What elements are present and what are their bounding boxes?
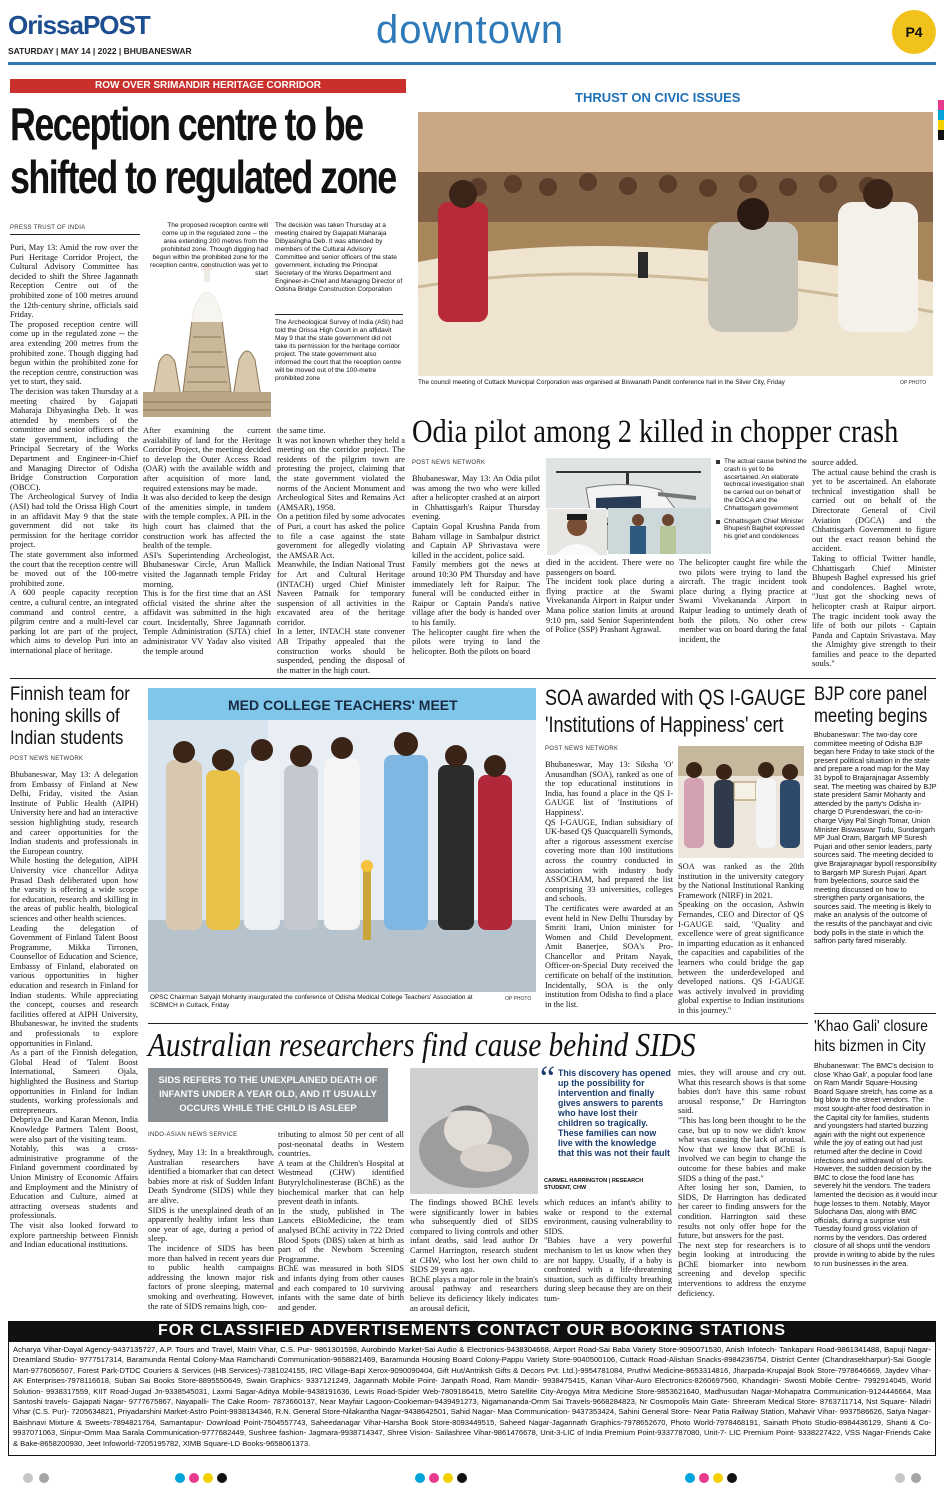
pilot-col3: The helicopter caught fire while the two pilots were trying to land the aircraft. The tragic incident took place during a flying practice at Swami Vivekananda Airport in Raipur leading to untimely death of both the pilots. No other crew member was on board during the fatal incident, the bbox=[679, 558, 807, 644]
medcollege-photo-svg bbox=[148, 720, 536, 992]
sids-quote-text: This discovery has opened up the possibility for intervention and finally gives answers to parents who have lost their children so tragically. These families can now live with the knowledge that this was not their fault bbox=[558, 1068, 671, 1158]
lead-col2: After examining the current availability of land for the Heritage Corridor Project, the meeting decided to develop the Outer Access Road (OAR) with the available width and after acquisition of more land, required extensions may be made. It was also decided to keep the design of the amenities simple, in tandem with the temple complex. A PIL in the high court has claimed that the construction work has affected the health of the temple. ASI's Superintending Archeologist, Bhubaneswar Circle, Arun Mallick visited the Jagannath temple Friday morning. This is for the first time that an ASI official visited the shrine after the affidavit was submitted in the high court. Incidentally, Shree Jagannath Temple Administration (SJTA) chief administrator VV Yadav also visited the temple around bbox=[143, 426, 271, 656]
bullet-icon bbox=[716, 460, 720, 464]
sids-quote-attrib bbox=[544, 1178, 672, 1192]
sids-col5: mies, they will arouse and cry out. What this research shows is that some babies don't have this same robust arousal response," Dr Harrington said. "This has long been thought to be the case, but up to now we didn't know what was causing the lack of arousal. Now that we know that BChE is involved we can begin to change the outcome for these babies and make SIDS a thing of the past." After losing her son, Damien, to SIDS, Dr Harrington has dedicated her career to finding answers for the condition. Harrington said these results not only offer hope for the future, but answers for the past. The next step for researchers is to begin looking at introducing the BChE biomarker into newborn screening and develop specific interventions to address the enzyme deficiency. bbox=[678, 1068, 806, 1298]
sids-rule bbox=[148, 1023, 808, 1024]
pilot-portrait-svg bbox=[547, 509, 607, 555]
side-registration-marks bbox=[938, 100, 944, 140]
soa-photo bbox=[678, 746, 804, 858]
dateline: SATURDAY | MAY 14 | 2022 | BHUBANESWAR bbox=[8, 46, 192, 56]
classified-banner bbox=[8, 1321, 936, 1341]
sids-baby-photo bbox=[410, 1068, 538, 1194]
pilot-col1: Bhubaneswar, May 13: An Odia pilot was among the two who were killed after a helicopter crashed at an airport in Chhattisgarh's Raipur Thursday evening. Captain Gopal Krushna Panda from Baham village in Sambalpur district and Captain AP Shrivastava were killed in the accident, police said. Family members got the news at around 10:30 PM Thursday and have immediately left for Raipur. The funeral will be conducted either in Raipur or Captain Panda's native village after the body is handed over to his family. The helicopter caught fire when the pilots were trying to land the helicopter. Both the pilots on board bbox=[412, 474, 540, 656]
lead-callout-2a-text: The decision was taken Thursday at a meeting chaired by Gajapati Maharaja Dibyasingha Deb. It was attended by members of the Cultural Advisory Committee and senior officers of the state government, including the Principal Secretary of the Works Department and Engineer-in-Chief and Managing Director of Odisha Bridge Construction Corporation bbox=[275, 222, 403, 293]
khao-rule bbox=[814, 1013, 936, 1014]
sids-col1: Sydney, May 13: In a breakthrough, Australian researchers have identified a biomarker that can detect babies more at risk of Sudden Infant Death Syndrome (SIDS) while they are alive. SIDS is the unexplained death of an apparently healthy infant less than one year of age, during a period of sleep. The incidence of SIDS has been more than halved in recent years due to public health campaigns addressing the known major risk factors of prone sleeping, maternal smoking and overheating. However, the rate of SIDS remains high, con- bbox=[148, 1148, 274, 1311]
bjp-headline-line2: meeting begins bbox=[814, 706, 928, 727]
sids-headline: Australian researchers find cause behind SIDS bbox=[148, 1027, 696, 1064]
pilot-family-svg bbox=[608, 508, 711, 554]
finnish-byline: POST NEWS NETWORK bbox=[10, 756, 84, 762]
soa-photo-svg bbox=[678, 746, 804, 858]
khao-body: Bhubaneswar: The BMC's decision to close 'Khao Gali', a popular food lane on Ram Mandir Square-Housing Board Square stretch, has come as a big blow to the street vendors. The most sought-after food destination in the Capital city for families, students and youngsters had started buzzing again with the night out experience while the joy of eating out had just returned after the decline in Covid infections and withdrawal of curbs. However, the sudden decision by the BMC to close the food lane has severely hit the vendors. The traders lamented the decision as it would incur huge losses to them. Notably, Mayor Sulochana Das, along with BMC officials, during a surprise visit Tuesday found gross violation of norms by the vendors. Das ordered closure of all shops until the vendors provide in writing to abide by the rules to run businesses in the area. bbox=[814, 1061, 938, 1268]
finnish-headline-line2: honing skills of bbox=[10, 706, 120, 727]
medcollege-caption: OPSC Chairman Satyajit Mohanty inaugurated the conference of Odisha Medical College Teachers' Association at SCBMCH in Cuttack, Friday bbox=[150, 994, 473, 1009]
sids-col3: The findings showed BChE levels were significantly lower in babies who subsequently died of SIDS compared to living controls and other infant deaths, said lead author Dr Carmel Harrington, research student at CHW, who lost her own child to SIDS 29 years ago. BChE plays a major role in the brain's arousal pathway and researchers believe its deficiency likely indicates an arousal deficit, bbox=[410, 1198, 538, 1313]
civic-kicker: THRUST ON CIVIC ISSUES bbox=[575, 90, 741, 105]
section-title: downtown bbox=[376, 8, 565, 52]
pilot-portrait bbox=[546, 508, 606, 554]
page-number-badge bbox=[892, 10, 936, 54]
medcollege-credit: OP PHOTO bbox=[505, 996, 532, 1002]
pilot-family-photo bbox=[608, 508, 711, 554]
registration-svg bbox=[0, 1470, 945, 1486]
sids-quote-attrib-line2: STUDENT, CHW bbox=[544, 1185, 587, 1191]
khao-headline bbox=[814, 1017, 938, 1057]
lead-headline-line2: shifted to regulated zone bbox=[10, 151, 396, 203]
sids-deck: SIDS REFERS TO THE UNEXPLAINED DEATH OF INFANTS UNDER A YEAR OLD, AND IT USUALLY OCCURS WHILE THE CHILD IS ASLEEP bbox=[158, 1074, 378, 1113]
lead-callout-2b-text: The Archeological Survey of India (ASI) had told the Orissa High Court in an affidavit May 9 that the state government did not take its permission for the heritage corridor project. The state government also informed the court that the reception centre will be moved out of the 100-metre prohibited zone bbox=[275, 319, 403, 382]
bjp-headline bbox=[814, 684, 938, 728]
quote-mark-icon: “ bbox=[540, 1060, 556, 1097]
pilot-headline: Odia pilot among 2 killed in chopper crash bbox=[412, 414, 899, 450]
soa-col2: SOA was ranked as the 20th institution in the university category by the National Institutional Ranking Framework (NIRF) in 2021. Speaking on the occasion, Ashwin Fernandes, CEO and Director of QS I-GAUGE said, "Quality and excellence were of great significance in imparting education as it enhanced the capacities and capabilities of the learners who could bridge the gap between the underdeveloped and developed nations. QS I-GAUGE was actively involved in providing global expertise to Indian institutions in this journey." bbox=[678, 862, 804, 1015]
sids-col2: tributing to almost 50 per cent of all post-neonatal deaths in Western countries. A team at the Children's Hospital at Westmead (CHW) identified Butyrylcholinesterase (BChE) as the biochemical marker that can help prevent death in infants. In the study, published in The Lancets eBioMedicine, the team analysed BChE activity in 722 Dried Blood Spots (DBS) taken at birth as part of the Newborn Screening Programme. BChE was measured in both SIDS and infants dying from other causes and each compared to 10 surviving infants with the same date of birth and gender. bbox=[278, 1130, 404, 1312]
soa-headline-line2: 'Institutions of Happiness' cert bbox=[545, 712, 784, 737]
lower-section-rule bbox=[10, 678, 936, 679]
soa-col1: Bhubaneswar, May 13: Siksha 'O' Anusandhan (SOA), ranked as one of the top educational institutions in India, has found a place in the QS I-GAUGE list of 'Institutions of Happiness'. QS I-GAUGE, Indian subsidiary of UK-based QS Quacquarelli Symonds, after a rigorous assessment exercise covering more than 100 institutions across the country conducted in association with industry body ASSOCHAM, had prepared the list comprising 33 universities, colleges and schools. The certificates were awarded at an event held in New Delhi Thursday by Smriti Irani, Union minister for Women and Child Development. Amit Banerjee, SOA's Pro-Chancellor and Pritam Nayak, Officer-on-Special Duty received the certificate on behalf of the institution. Incidentally, SOA is the only institution from Odisha to find a place in the list. bbox=[545, 760, 673, 1009]
sids-deck-box bbox=[148, 1068, 388, 1122]
pilot-bullet-1 bbox=[716, 458, 808, 513]
lead-headline bbox=[10, 98, 410, 218]
lead-kicker-text: ROW OVER SRIMANDIR HERITAGE CORRIDOR bbox=[95, 80, 321, 91]
finnish-headline-line1: Finnish team for bbox=[10, 684, 130, 705]
medcollege-kicker: MED COLLEGE TEACHERS' MEET bbox=[228, 697, 458, 713]
finnish-body: Bhubaneswar, May 13: A delegation from Embassy of Finland at New Delhi, Friday, visited the Asian Institute of Public Health (AIPH) University here and had an interactive session highlighting study, research and career opportunities for the Indian students and professionals in the European country. While hosting the delegation, AIPH University vice chancellor Aditya Prasad Dash deliberated upon how the varsity is offering a wide scope for education, research and skilling in the areas of public health, biological sciences and other health sciences. Leading the delegation of Government of Finland Talent Boost Programme, Mikka Tirronen, Counsellor of Education and Science, Embassy of Finland, elaborated on various opportunities in higher education and research in Finland for Indian students. While appreciating the concept, courses and research facilities offered at AIPH University, Bhubaneswar, he invited the students and professionals to explore opportunities in Finland. As a part of the Finnish delegation, Global Head of 'Talent Boost International, Sameeri Ojala, highlighted the Business and Startup opportunities in Finland for Indian students, working professionals and entrepreneurs. Debpriya De and Karan Menon, India Knowledge Partners Talent Boost, were also part of the visiting team. Notably, this was a cross-administrative programme of the Finland government coordinated by Union Ministry of Economic Affairs and Employment and the Ministry of Education and Culture, aimed at attracting overseas students and professionals. The visit also looked forward to explore partnership between Finnish and Indian educational institutions. bbox=[10, 770, 138, 1250]
khao-headline-line1: 'Khao Gali' closure bbox=[814, 1018, 928, 1035]
civic-photo-svg bbox=[418, 112, 933, 376]
masthead bbox=[8, 8, 938, 64]
pilot-col2: died in the accident. There were no passengers on board. The incident took place during a flying practice at the Swami Vivekananda Airport in Raipur under Mana police station limits at around 9:10 pm, said Senior Superintendent of Police (SSP) Prashant Agrawal. bbox=[546, 558, 674, 635]
medcollege-kicker-box bbox=[148, 688, 536, 720]
pilot-bullet-2 bbox=[716, 518, 808, 541]
pilot-byline: POST NEWS NETWORK bbox=[412, 460, 486, 466]
civic-photo bbox=[418, 112, 933, 376]
classified-banner-text: FOR CLASSIFIED ADVERTISEMENTS CONTACT OUR BOOKING STATIONS bbox=[157, 1322, 787, 1339]
pilot-bullets bbox=[716, 458, 808, 558]
finnish-headline bbox=[10, 684, 142, 750]
lead-col3: the same time. It was not known whether they held a meeting on the corridor project. The residents of the pilgrim town are protesting the project, claiming that the state government violated the norms of the Ancient Monument and Archeological Sites and Remains Act (AMSAR), 1958. On a petition filed by some advocates of Puri, a court has asked the police to file a case against the state government for allegedly violating the AMSAR Act. Meanwhile, the Indian National Trust for Art and Cultural Heritage (INTACH) urged Chief Minister Naveen Patnaik for temporary suspension of all activities in the excavated area of the heritage corridor. In a letter, INTACH state convener AB Tripathy appealed that the construction works should be suspended, pending the disposal of the matter in the high court. bbox=[277, 426, 405, 675]
classified-box bbox=[8, 1341, 936, 1456]
soa-byline: POST NEWS NETWORK bbox=[545, 746, 619, 752]
pilot-col4: source added. The actual cause behind the crash is yet to be ascertained. An elaborate technical investigation shall be carried out on behalf of the Directorate General of Civil Aviation (DGCA) and the Chhattisgarh Government to figure out the exact reason behind the accident. Taking to official Twitter handle, Chhattisgarh Chief Minister Bhupesh Baghel expressed his grief and condolences. Baghel wrote, "Just got the shocking news of helicopter crash at Raipur airport. The tragic incident took away the life of both our pilots - Captain Panda and Captain Srivastava. May the Almighty give strength to their families and peace to the departed souls." bbox=[812, 458, 936, 669]
print-registration-marks bbox=[0, 1470, 945, 1486]
sids-col4: which reduces an infant's ability to wake or respond to the external environment, causing vulnerability to SIDS. "Babies have a very powerful mechanism to let us know when they are not happy. Usually, if a baby is confronted with a life-threatening situation, such as difficulty breathing during sleep because they are on their tum- bbox=[544, 1198, 672, 1303]
civic-photo-credit: OP PHOTO bbox=[900, 380, 927, 386]
khao-headline-line2: hits bizmen in City bbox=[814, 1038, 926, 1055]
civic-caption: The council meeting of Cuttack Municipal Corporation was organised at Biswanath Pandit conference hall in the Silver City, Friday bbox=[418, 379, 785, 386]
lead-byline: PRESS TRUST OF INDIA bbox=[10, 225, 86, 231]
lead-headline-line1: Reception centre to be bbox=[10, 98, 363, 150]
baby-photo-svg bbox=[410, 1068, 538, 1194]
pilot-bullet-2-text: Chhattisgarh Chief Minister Bhupesh Baghel expressed his grief and condolences bbox=[724, 517, 805, 541]
pilot-bullet-1-text: The actual cause behind the crash is yet to be ascertained. An elaborate technical investigation shall be carried out on behalf of the DGCA and the Chhattisgarh government bbox=[724, 458, 807, 512]
lead-col1: Puri, May 13: Amid the row over the Puri Heritage Corridor Project, the Cultural Advisory Committee has decided to shift the Shree Jagannath Reception Centre out of the prohibited zone of 100 metres around the 12th-century shrine, officials said Friday. The proposed reception centre will come up in the regulated zone -- the area extending 200 metres from the prohibited zone. Though digging had begun within the prohibited zone for the reception centre, construction was yet to start, they said. The decision was taken Thursday at a meeting chaired by Gajapati Maharaja Dibyasingha Deb. It was attended by members of the committee and senior officers of the state government, including the Principal Secretary of the Works Department and Engineer-in-Chief and Managing Director of Odisha Bridge Construction Corporation (OBCC). The Archeological Survey of India (ASI) had told the Orissa High Court in an affidavit May 9 that the state government did not take its permission for the heritage corridor project. The state government also informed the court that the reception centre will be moved out of the 100-metre prohibited zone. A 600 people capacity reception centre, a cultural centre, an integrated command and control centre, a pilgrim centre and a multi-level car parking lot are part of the project, which aims to develop Puri into an international place of heritage. bbox=[10, 243, 138, 655]
sids-quote-attrib-line1: CARMEL HARRINGTON | RESEARCH bbox=[544, 1178, 644, 1184]
bjp-body: Bhubaneswar: The two-day core committee meeting of Odisha BJP began here Friday to take stock of the present political situation in the state and prepare a road map for the May 31 bypoll to Brajarajnagar Assembly seat. The meeting was chaired by BJP state president Samir Mohanty and attended by the party's Odisha in-charge D Purendeswari, the co-in-charge Vijay Pal Singh Tomar, Union Minister Biswaswar Tudu, Sundargarh MP Jual Oram, Bargarh MP Suresh Pujari and other senior leaders, party sources said. The meeting decided to give Brajarajnagar bypoll responsibility to Bargarh MP Suresh Pujari. Apart from byelections, source said the meeting discussed on how to strengthen party organisations, the sources said. The meeting is likely to make an analysis of the outcome of the results of the panchayat and civic body polls in the state in which the saffron party fared miserably. bbox=[814, 730, 937, 946]
masthead-rule bbox=[8, 62, 936, 65]
soa-headline-line1: SOA awarded with QS I-GAUGE bbox=[545, 685, 806, 710]
soa-headline bbox=[545, 684, 805, 738]
page-number: P4 bbox=[905, 24, 923, 40]
medcollege-photo bbox=[148, 720, 536, 992]
lead-callout-2 bbox=[275, 222, 403, 422]
sids-byline: INDO-ASIAN NEWS SERVICE bbox=[148, 1132, 238, 1138]
lead-callout-1-text: The proposed reception centre will come up in the regulated zone -- the area extending 200 metres from the prohibited zone. Though digging had begun within the prohibited zone for the reception centre, construction was yet to start bbox=[150, 222, 269, 277]
bullet-icon bbox=[716, 520, 720, 524]
lead-kicker bbox=[10, 79, 406, 93]
lead-byline-rule bbox=[10, 234, 140, 235]
brand-logo: OrissaPOST bbox=[8, 10, 150, 40]
bjp-headline-line1: BJP core panel bbox=[814, 684, 928, 705]
lead-callout-1 bbox=[150, 222, 268, 322]
classified-text: Acharya Vihar-Dayal Agency-9437135727, A.P. Tours and Travel, Maitri Vihar, C.S. Pur- 9861301598, Aurobindo Market-Sai Audio & Electronics-9438304668, Airport Road-Sai Baba Variety Store-9090071530, Anish Infotech- Tankapani Road-9861341488, Bapuji Nagar- Dreamland Studio- 9777517314, Baramunda Rental Colony-Maa Ramchandi Communication-9658821469, Baramunda Housing Board Colony-Pappu Variety Store-9040500106, Cuttack Road-Alishan Snacks-8984236754, District Center (Chandrasekharpur)-Sai Google Mart-9776056507, Forest Park-DTDC Couriers & Services (HB Services)-7381024155, IRC Village-Bapi Xerox-9090090404, Gift Hut/Antriksh Gifts & Decors Pvt. Ltd.)-9954781084, Pruthvi Medicine-8653314816, Jharpada-Krupajal Book Store-7978646669, Jaydev Vihar-AK Enterprises-7978116618, Suban Sai Books Store-8895550649, Swain Graphics- 9337121249, Jagannath Mobile Point- Janpath Road, Ram Mandir- 9938475415, Kanan Vihar-Auro Electronics-8260697560, Khandagiri- Swosti Mobile Centre- 7992914045, World Solution- 9938317559, KIIT Road-Jugad Jn-9338545031, Laxmi Sagar-Aditya Mobile-9438191636, Lewis Road-Spider Web-7809186415, Metro Satellite City-Arogya Mitra Medicine Store-9853621640, Madhusudan Nagar-Mohapatra Communication-9124446664, Maa Santoshi travels- Gajapati Nagar- 9777675867, Nayapalli- The Cake Room- 7873660137, Near Mayfair Lagoon-Cookieman-9439491273, Nigamananda-Omm Sai Travels-9668284823, Nr Cosmopolis Main Gate- Shreeram Medical Store- 8763711714, Nst Square- Niladri Vihar (C.S. Pur)- 7205634821, Priyadarshini Market-Astro Point-9938134346, R.N. General Store-Nilakantha Nagar-9438642501, Sahid Nagar- Maa Communication- 9437353424, Sahini General Store- Near Patia Railway Station, Mahavir Vihar- 9937586626, Satya Nagar-Baishnavi Mixture & Sweets-7894821764, Samantapur- Download Point-7504557743, Saheedanagar Vihar-Harsha Book Store-8093449515, Saheed Nagar-Jagannath Graphics-7978652670, Photo World-7978468191, Sainath Photo Studio-8984436129, Shanti & Co-9937071063, Siripur-Omm Maa Sarala Communication-9777682449, Sushree fashion- Jagmara-9938714347, Shree Vision- Sailashree Vihar-9861476678, Unit-3-LIC of India Premium Point-9337787080, Unit-7- LIC Premium Point- 9338227422, VSS Nagar-Friends Cake & Bake-8658200930, Jeet Infoworld-7205195782, XIMB Square-LD Books-9658061373. bbox=[13, 1345, 931, 1448]
sids-quote bbox=[540, 1060, 672, 1172]
lead-callout-divider bbox=[275, 314, 403, 315]
finnish-headline-line3: Indian students bbox=[10, 728, 124, 749]
